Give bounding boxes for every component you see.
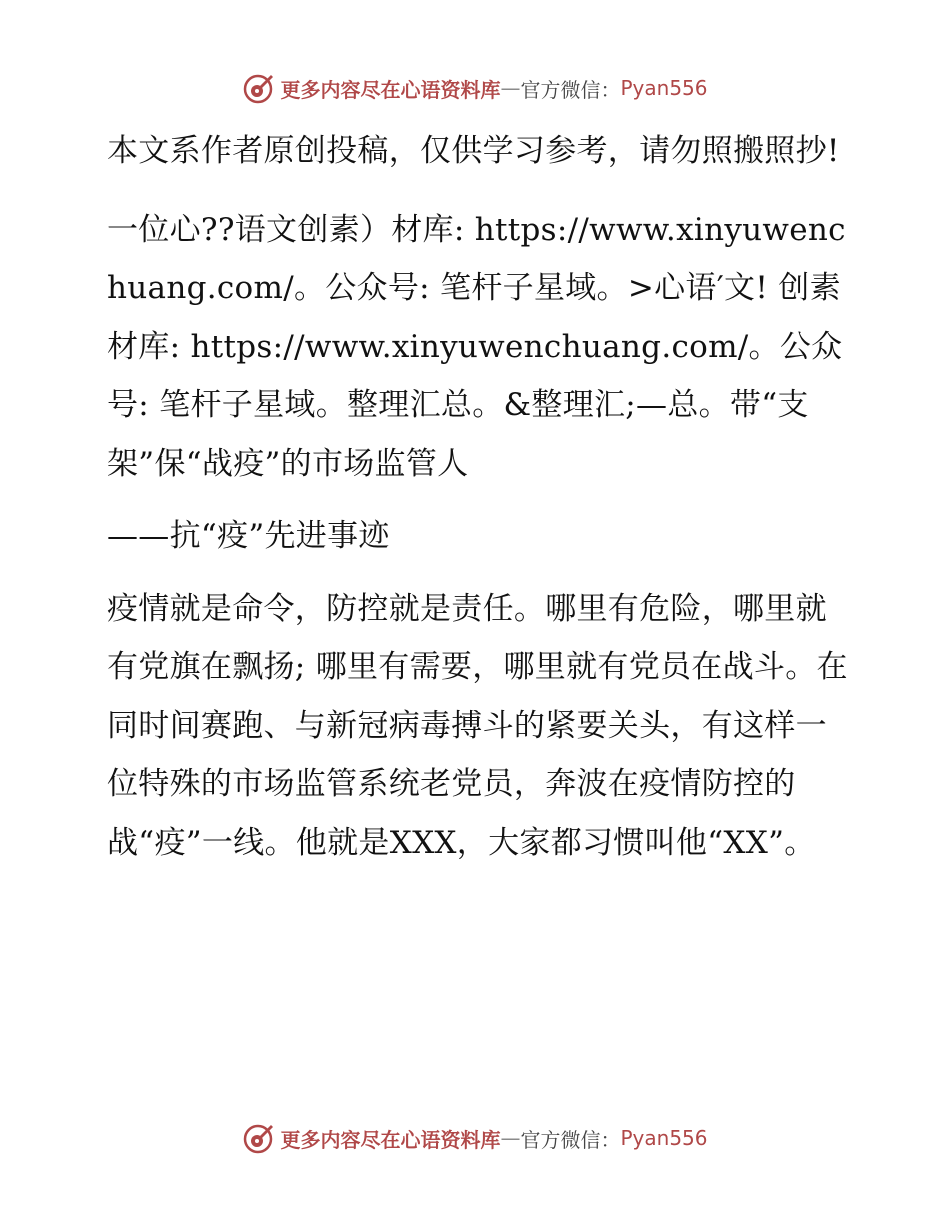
banner-label: 官方微信： [520, 77, 621, 102]
pen-logo-icon [242, 72, 274, 104]
banner-label: 官方微信： [520, 1127, 621, 1152]
header-banner [0, 72, 950, 104]
banner-text: 更多内容尽在心语资料库 [280, 1127, 501, 1152]
pen-logo-icon [242, 1122, 274, 1154]
banner-wechat-id: Pyan556 [620, 1126, 708, 1150]
banner-dash: — [500, 1126, 521, 1150]
copyright-notice: 本文系作者原创投稿，仅供学习参考，请勿照搬照抄! [107, 133, 840, 169]
banner-wechat-id: Pyan556 [620, 76, 708, 100]
article-paragraph: 疫情就是命令，防控就是责任。哪里有危险，哪里就有党旗在飘扬; 哪里有需要，哪里就有党员在战斗。在同时间赛跑、与新冠病毒搏斗的紧要关头，有这样一位特殊的市场监管系统老党员，奔波在疫情防控的战“疫”一线。他就是XXX，大家都习惯叫他“XX”。 [107, 590, 848, 861]
source-paragraph: 一位心??语文创素）材库: https://www.xinyuwenchuang.com/。公众号: 笔杆子星域。>心语′文! 创素材库: https://www.xinyuwenchuang.com/。公众号: 笔杆子星域。整理汇总。&整理汇;—总。带“支架”保“战疫”的市场监管人 [107, 211, 846, 482]
footer-banner [0, 1122, 950, 1154]
document-body [97, 122, 857, 872]
banner-text: 更多内容尽在心语资料库 [280, 77, 501, 102]
article-subtitle: ——抗“疫”先进事迹 [107, 518, 390, 554]
banner-dash: — [500, 76, 521, 100]
